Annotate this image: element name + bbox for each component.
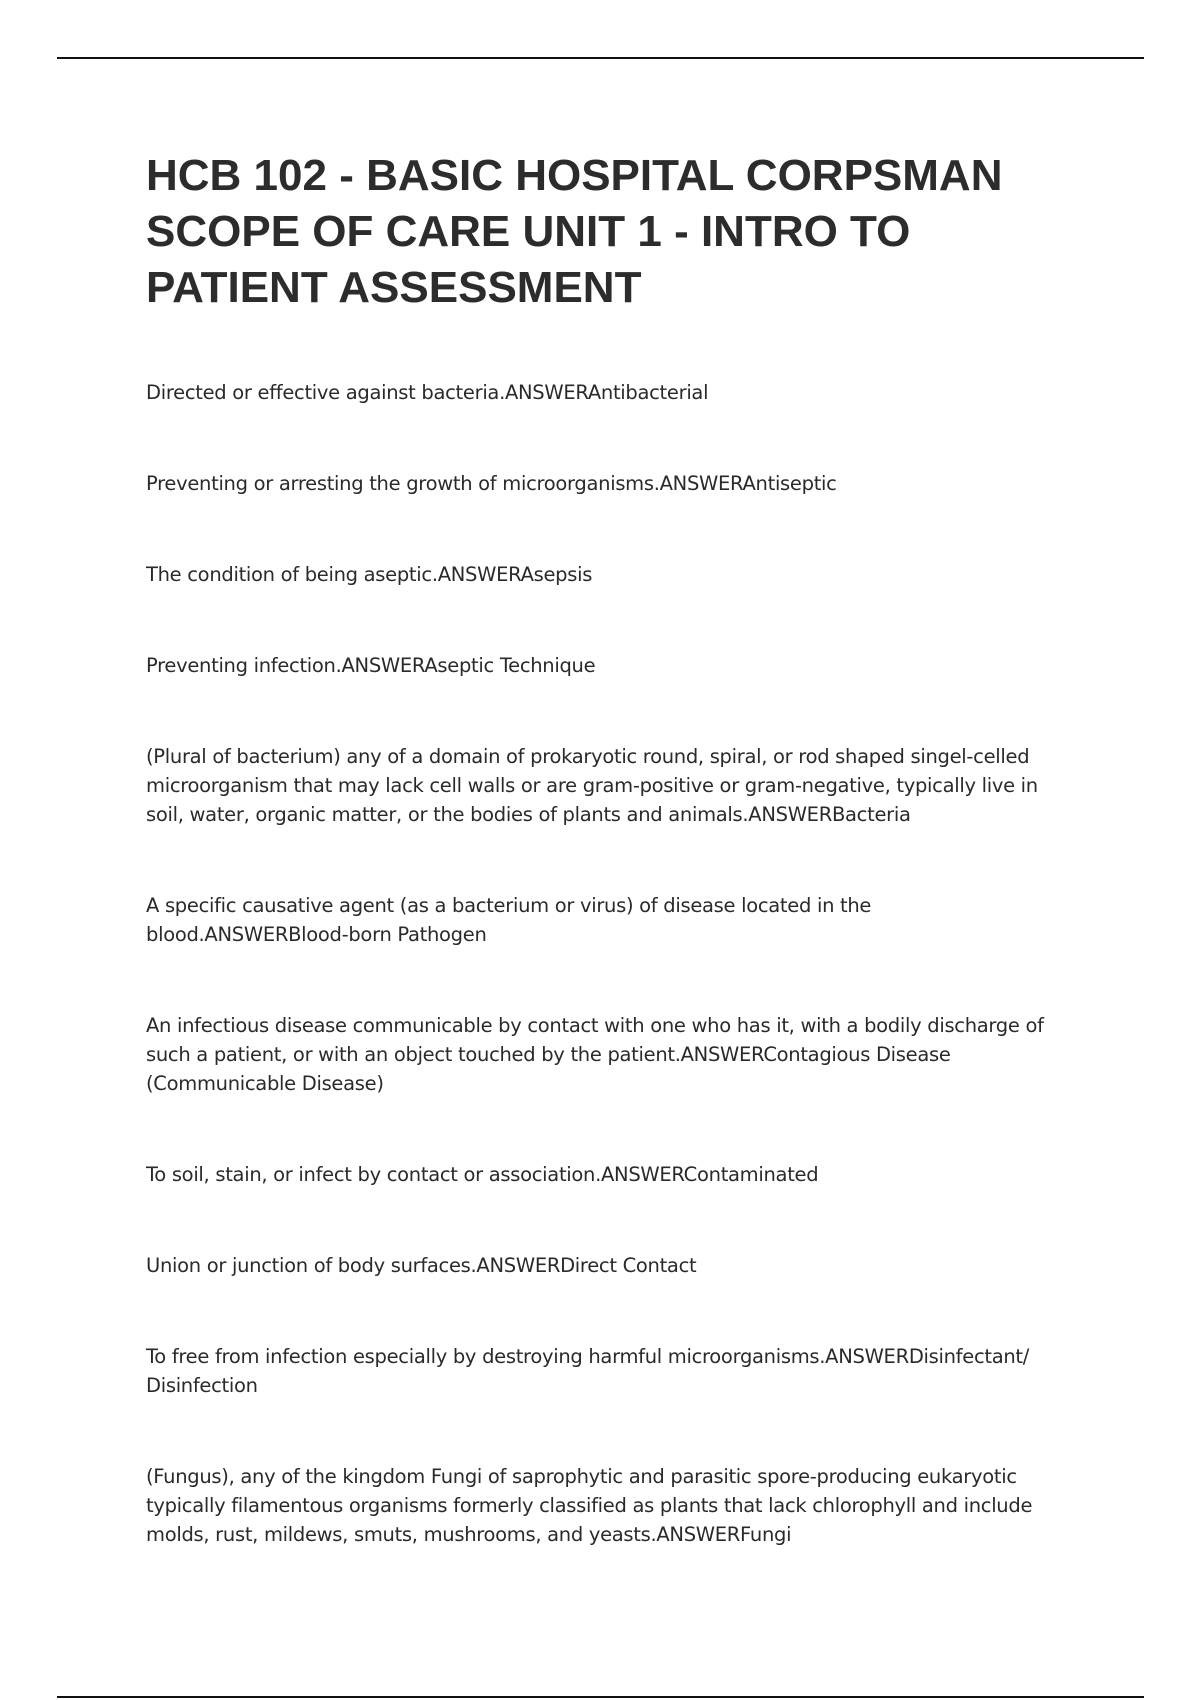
document-body xyxy=(146,148,1066,1611)
qa-item: Union or junction of body surfaces.ANSWERDirect Contact xyxy=(146,1254,697,1277)
qa-item: The condition of being aseptic.ANSWERAsepsis xyxy=(146,563,593,586)
qa-item: To free from infection especially by destroying harmful microorganisms.ANSWERDisinfectant/ Disinfection xyxy=(146,1345,1030,1397)
qa-item: Directed or effective against bacteria.ANSWERAntibacterial xyxy=(146,381,709,404)
qa-item: To soil, stain, or infect by contact or association.ANSWERContaminated xyxy=(146,1163,819,1186)
qa-list xyxy=(146,378,1066,1549)
qa-item: An infectious disease communicable by contact with one who has it, with a bodily discharge of such a patient, or with an object touched by the patient.ANSWERContagious Disease (Communicable Disease) xyxy=(146,1014,1044,1095)
qa-item: A specific causative agent (as a bacterium or virus) of disease located in the blood.ANSWERBlood-born Pathogen xyxy=(146,894,872,946)
top-rule xyxy=(57,57,1144,59)
document-title: HCB 102 - BASIC HOSPITAL CORPSMAN SCOPE OF CARE UNIT 1 - INTRO TO PATIENT ASSESSMENT xyxy=(146,151,1003,312)
qa-item: Preventing infection.ANSWERAseptic Technique xyxy=(146,654,596,677)
qa-item: (Plural of bacterium) any of a domain of prokaryotic round, spiral, or rod shaped singel-celled microorganism that may lack cell walls or are gram-positive or gram-negative, typically live in soil, water, organic matter, or the bodies of plants and animals.ANSWERBacteria xyxy=(146,745,1038,826)
qa-item: Preventing or arresting the growth of microorganisms.ANSWERAntiseptic xyxy=(146,472,837,495)
qa-item: (Fungus), any of the kingdom Fungi of saprophytic and parasitic spore-producing eukaryotic typically filamentous organisms formerly classified as plants that lack chlorophyll and include molds, rust, mildews, smuts, mushrooms, and yeasts.ANSWERFungi xyxy=(146,1465,1033,1546)
bottom-rule xyxy=(57,1696,1144,1698)
